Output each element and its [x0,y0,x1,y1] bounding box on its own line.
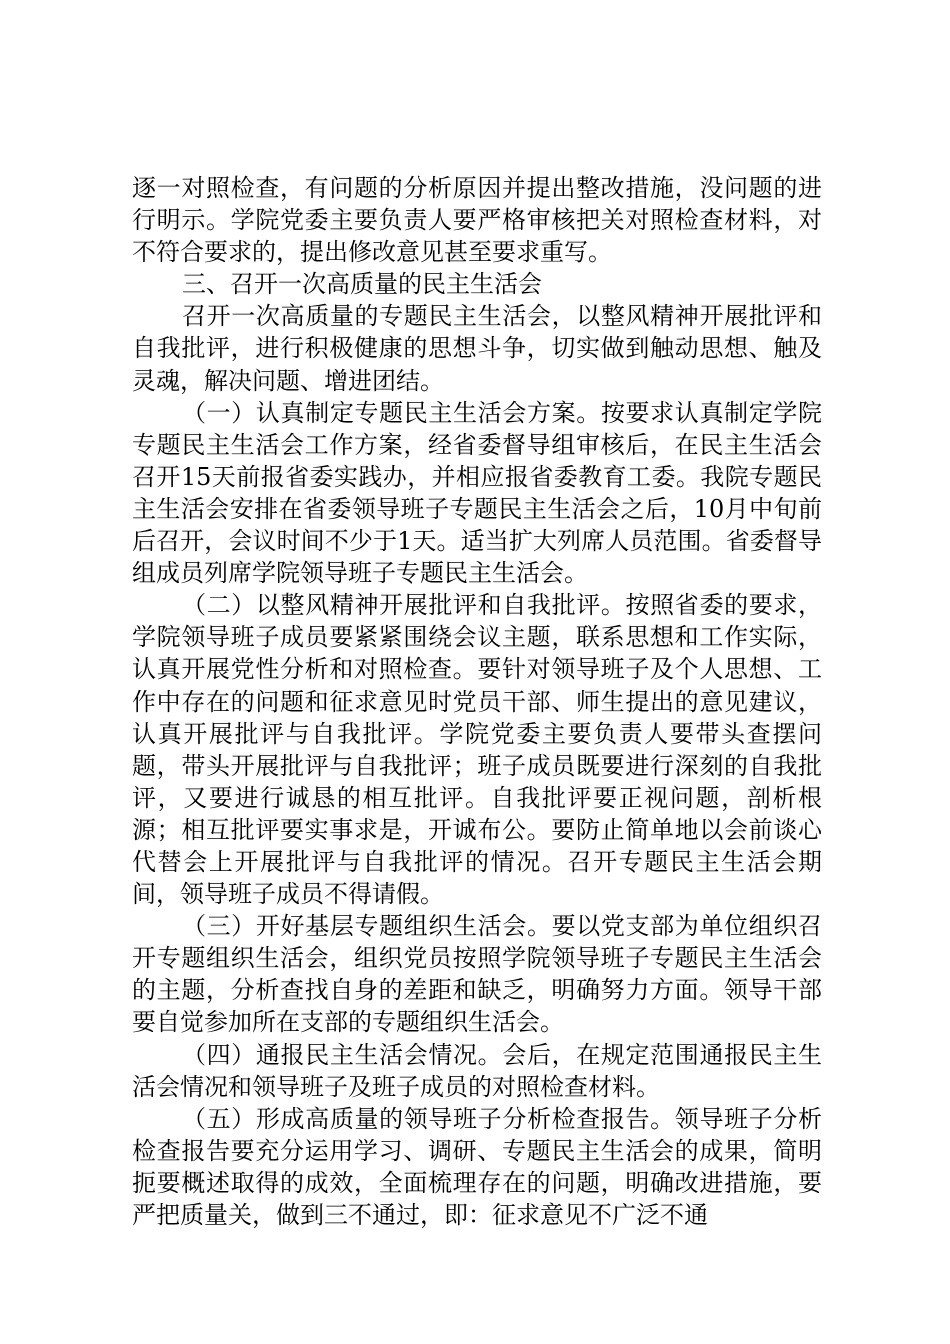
section-heading: 三、召开一次高质量的民主生活会 [182,270,542,299]
paragraph-item-5: （五）形成高质量的领导班子分析检查报告。领导班子分析检查报告要充分运用学习、调研、专题民主生活会的成果，简明扼要概述取得的成效，全面梳理存在的问题，明确改进措施，要严把质量关，做到三不通过，即：征求意见不广泛不通 [132,1104,822,1229]
paragraph-item-1: （一）认真制定专题民主生活会方案。按要求认真制定学院专题民主生活会工作方案，经省委督导组审核后，在民主生活会召开15天前报省委实践办，并相应报省委教育工委。我院专题民主生活会安排在省委领导班子专题民主生活会之后，10月中旬前后召开，会议时间不少于1天。适当扩大列席人员范围。省委督导组成员列席学院领导班子专题民主生活会。 [132,398,822,588]
paragraph-item-4: （四）通报民主生活会情况。会后，在规定范围通报民主生活会情况和领导班子及班子成员的对照检查材料。 [132,1040,822,1101]
paragraph-item-3: （三）开好基层专题组织生活会。要以党支部为单位组织召开专题组织生活会，组织党员按照学院领导班子专题民主生活会的主题，分析查找自身的差距和缺乏，明确努力方面。领导干部要自觉参加所在支部的专题组织生活会。 [132,912,822,1037]
paragraph-intro: 召开一次高质量的专题民主生活会，以整风精神开展批评和自我批评，进行积极健康的思想斗争，切实做到触动思想、触及灵魂，解决问题、增进团结。 [132,302,822,395]
paragraph-continuation: 逐一对照检查，有问题的分析原因并提出整改措施，没问题的进行明示。学院党委主要负责人要严格审核把关对照检查材料，对不符合要求的，提出修改意见甚至要求重写。 [132,174,822,267]
paragraph-item-2: （二）以整风精神开展批评和自我批评。按照省委的要求，学院领导班子成员要紧紧围绕会议主题，联系思想和工作实际，认真开展党性分析和对照检查。要针对领导班子及个人思想、工作中存在的问题和征求意见时党员干部、师生提出的意见建议，认真开展批评与自我批评。学院党委主要负责人要带头查摆问题，带头开展批评与自我批评；班子成员既要进行深刻的自我批评，又要进行诚恳的相互批评。自我批评要正视问题，剖析根源；相互批评要实事求是，开诚布公。要防止简单地以会前谈心代替会上开展批评与自我批评的情况。召开专题民主生活会期间，领导班子成员不得请假。 [132,591,822,909]
document-page [132,172,822,1231]
